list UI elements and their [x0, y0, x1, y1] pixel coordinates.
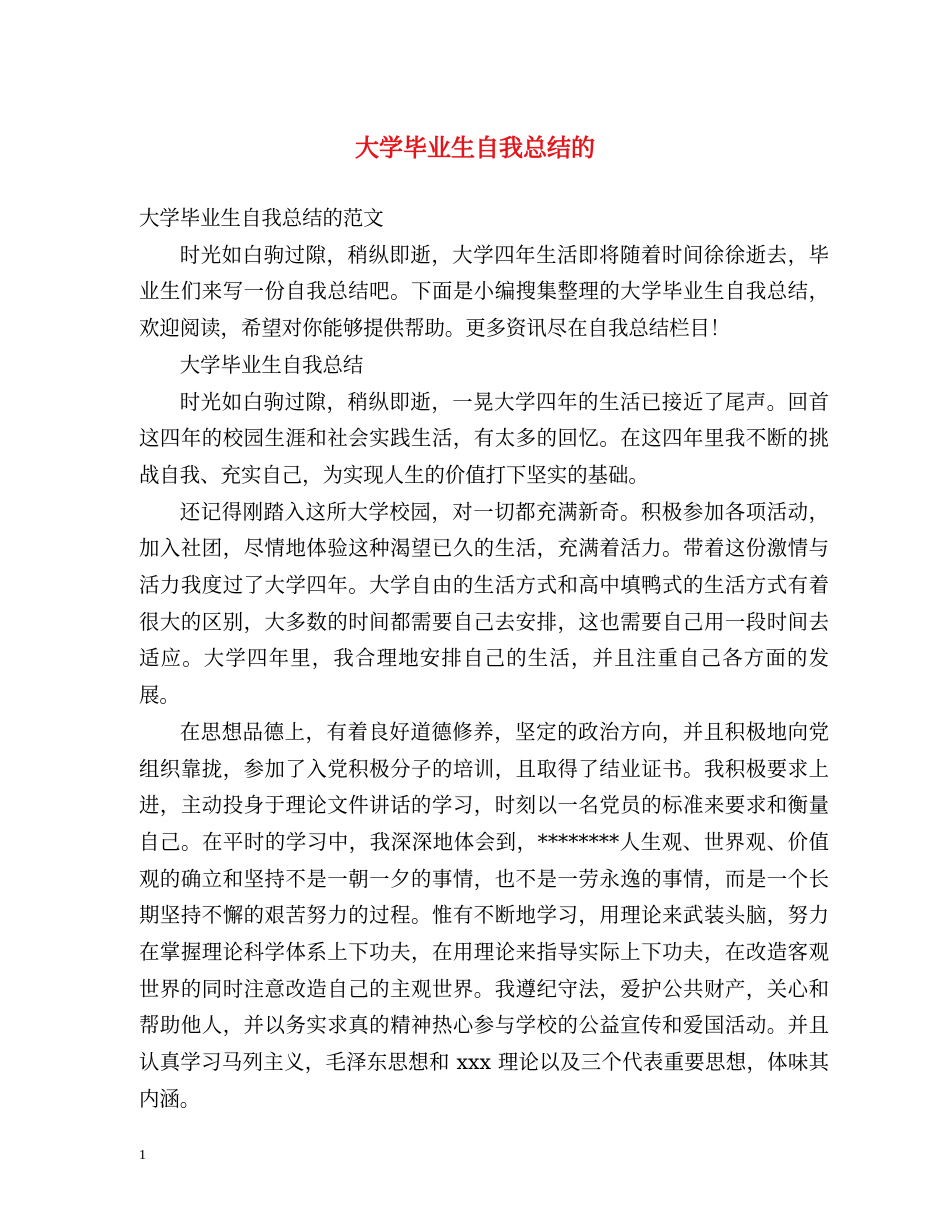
page-number: 1 [139, 1148, 146, 1163]
document-body [139, 200, 829, 1118]
paragraph-heading: 大学毕业生自我总结 [179, 352, 364, 377]
paragraph-1: 时光如白驹过隙，稍纵即逝，一晃大学四年的生活已接近了尾声。回首这四年的校园生涯和社会实践生活，有太多的回忆。在这四年里我不断的挑战自我、充实自己，为实现人生的价值打下坚实的基础。 [139, 389, 829, 487]
paragraph-intro: 时光如白驹过隙，稍纵即逝，大学四年生活即将随着时间徐徐逝去，毕业生们来写一份自我总结吧。下面是小编搜集整理的大学毕业生自我总结，欢迎阅读，希望对你能够提供帮助。更多资讯尽在自我总结栏目！ [139, 242, 829, 341]
paragraph-subtitle: 大学毕业生自我总结的范文 [139, 206, 384, 230]
document-title: 大学毕业生自我总结的 [355, 133, 595, 162]
paragraph-3: 在思想品德上，有着良好道德修养，坚定的政治方向，并且积极地向党组织靠拢，参加了入党积极分子的培训，且取得了结业证书。我积极要求上进，主动投身于理论文件讲话的学习，时刻以一名党员的标准来要求和衡量自己。在平时的学习中，我深深地体会到，********人生观、世界观、价值观的确立和坚持不是一朝一夕的事情，也不是一劳永逸的事情，而是一个长期坚持不懈的艰苦努力的过程。惟有不断地学习，用理论来武装头脑，努力在掌握理论科学体系上下功夫，在用理论来指导实际上下功夫，在改造客观世界的同时注意改造自己的主观世界。我遵纪守法，爱护公共财产，关心和帮助他人，并以务实求真的精神热心参与学校的公益宣传和爱国活动。并且认真学习马列主义，毛泽东思想和 xxx 理论以及三个代表重要思想，体味其内涵。 [139, 719, 829, 1111]
paragraph-2: 还记得刚踏入这所大学校园，对一切都充满新奇。积极参加各项活动，加入社团，尽情地体验这种渴望已久的生活，充满着活力。带着这份激情与活力我度过了大学四年。大学自由的生活方式和高中填鸭式的生活方式有着很大的区别，大多数的时间都需要自己去安排，这也需要自己用一段时间去适应。大学四年里，我合理地安排自己的生活，并且注重自己各方面的发展。 [139, 499, 829, 708]
